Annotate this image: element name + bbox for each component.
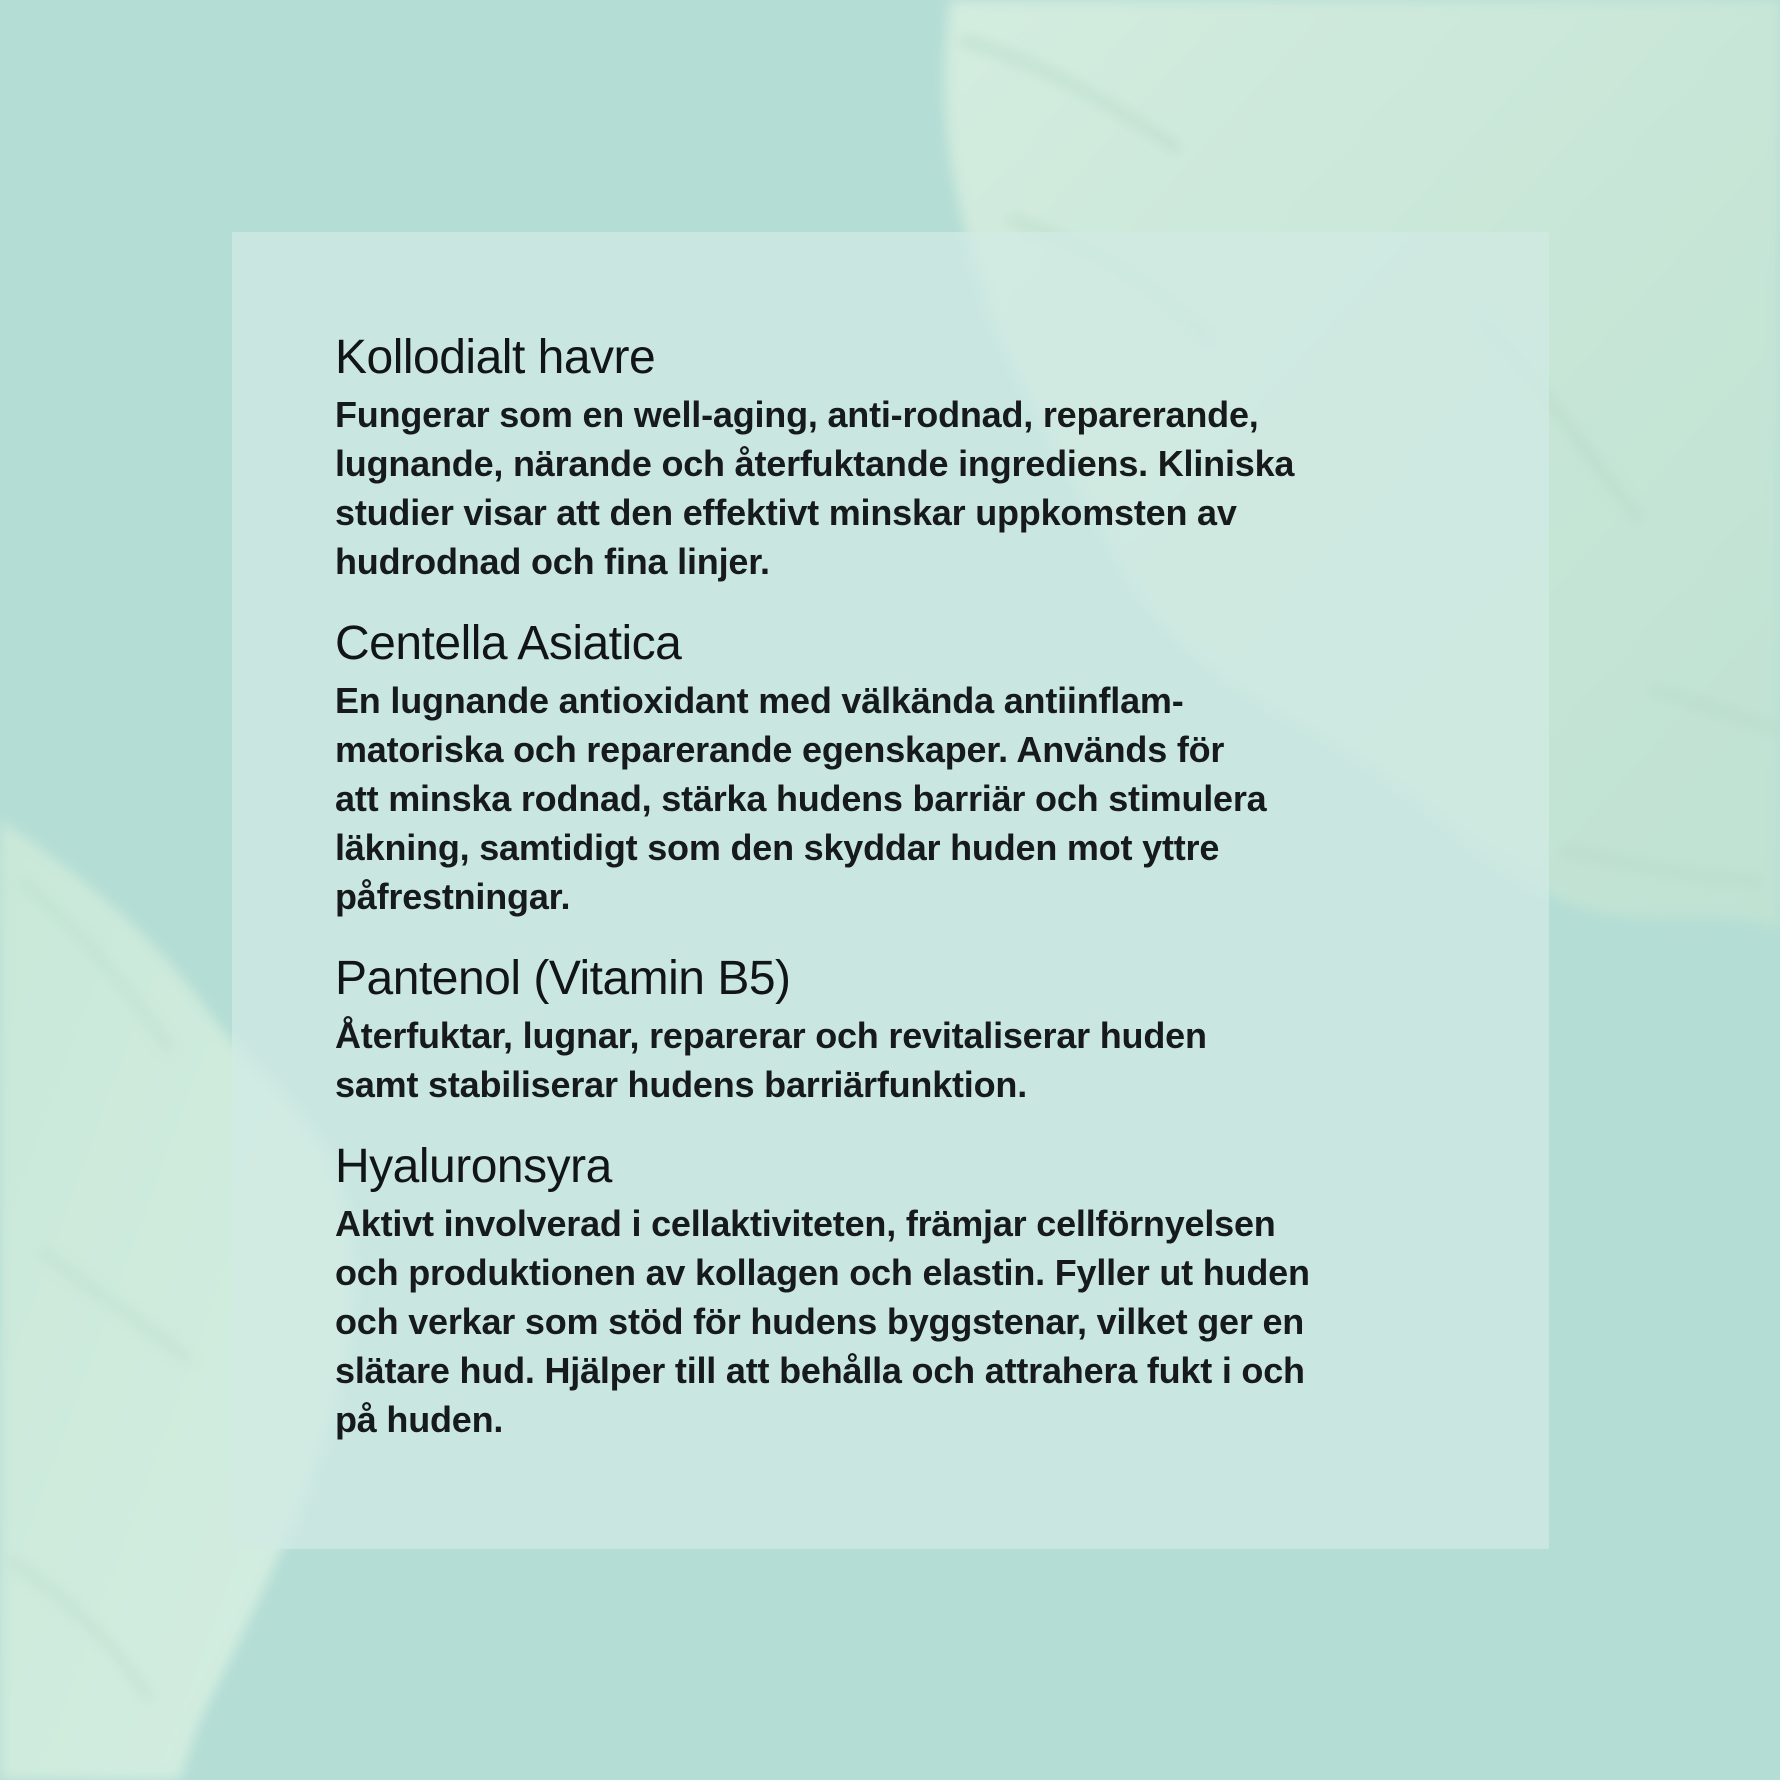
ingredient-section	[335, 328, 1449, 586]
ingredient-title: Centella Asiatica	[335, 617, 682, 670]
ingredient-title: Hyaluronsyra	[335, 1140, 612, 1193]
description-line: påfrestningar.	[335, 876, 571, 917]
ingredient-description	[335, 390, 1449, 586]
ingredient-section	[335, 614, 1449, 921]
ingredient-title: Pantenol (Vitamin B5)	[335, 952, 791, 1005]
description-line: och verkar som stöd för hudens byggstenar, vilket ger en	[335, 1301, 1305, 1342]
ingredient-section	[335, 949, 1449, 1109]
ingredient-section	[335, 1137, 1449, 1444]
description-line: matoriska och reparerande egenskaper. Används för	[335, 729, 1225, 770]
ingredients-panel	[232, 232, 1549, 1549]
description-line: samt stabiliserar hudens barriärfunktion.	[335, 1064, 1027, 1105]
ingredient-title: Kollodialt havre	[335, 331, 656, 384]
description-line: Fungerar som en well-aging, anti-rodnad, reparerande,	[335, 394, 1259, 435]
ingredient-description	[335, 1199, 1449, 1444]
description-line: slätare hud. Hjälper till att behålla och attrahera fukt i och	[335, 1350, 1305, 1391]
description-line: Återfuktar, lugnar, reparerar och revitaliserar huden	[335, 1015, 1207, 1056]
description-line: hudrodnad och fina linjer.	[335, 541, 770, 582]
description-line: En lugnande antioxidant med välkända antiinflam-	[335, 680, 1184, 721]
ingredient-description	[335, 676, 1449, 921]
description-line: lugnande, närande och återfuktande ingrediens. Kliniska	[335, 443, 1295, 484]
description-line: på huden.	[335, 1399, 504, 1440]
description-line: läkning, samtidigt som den skyddar huden mot yttre	[335, 827, 1220, 868]
description-line: och produktionen av kollagen och elastin. Fyller ut huden	[335, 1252, 1310, 1293]
description-line: Aktivt involverad i cellaktiviteten, främjar cellförnyelsen	[335, 1203, 1276, 1244]
ingredient-description	[335, 1011, 1449, 1109]
description-line: att minska rodnad, stärka hudens barriär och stimulera	[335, 778, 1267, 819]
description-line: studier visar att den effektivt minskar uppkomsten av	[335, 492, 1237, 533]
